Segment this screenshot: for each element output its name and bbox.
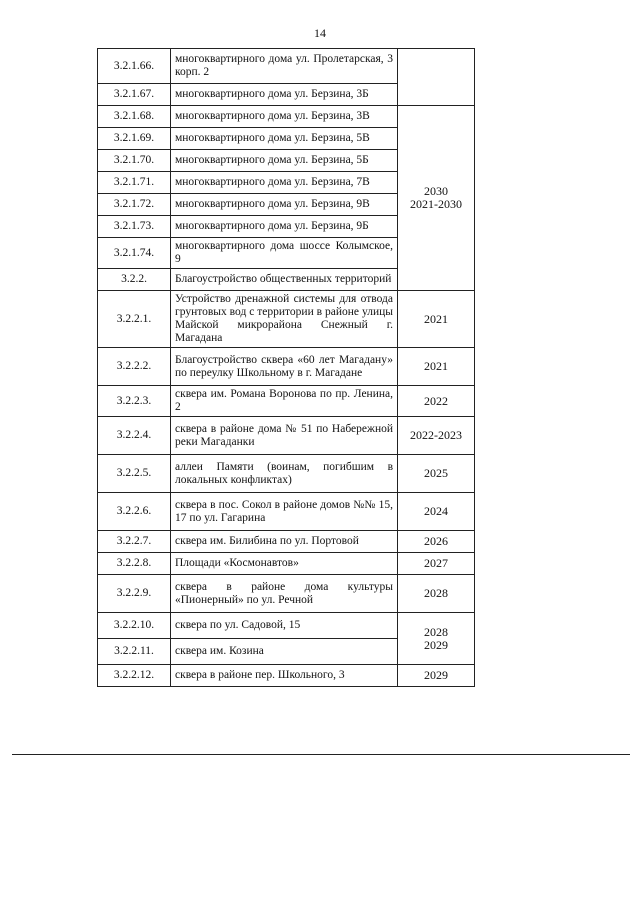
page-number: 14 (314, 26, 326, 40)
item-description: сквера по ул. Садовой, 15 (171, 613, 398, 639)
year-cell: 2021 (398, 291, 475, 348)
item-number: 3.2.1.68. (98, 106, 171, 128)
item-description: многоквартирного дома ул. Берзина, 7В (171, 172, 398, 194)
section-heading: Благоустройство общественных территорий (171, 269, 398, 291)
item-description: сквера в районе дома культуры «Пионерный» по ул. Речной (171, 575, 398, 613)
item-number: 3.2.1.70. (98, 150, 171, 172)
item-number: 3.2.2.2. (98, 348, 171, 386)
item-number: 3.2.1.71. (98, 172, 171, 194)
table-row (98, 493, 475, 531)
table-row (98, 455, 475, 493)
year-merged-cell (398, 106, 475, 291)
item-number: 3.2.2.10. (98, 613, 171, 639)
item-number: 3.2.2.7. (98, 531, 171, 553)
year-cell: 2027 (398, 553, 475, 575)
item-description: Площади «Космонавтов» (171, 553, 398, 575)
table-row (98, 291, 475, 348)
year-value: 2030 (424, 184, 448, 198)
year-cell: 2025 (398, 455, 475, 493)
table-row (98, 613, 475, 639)
item-number: 3.2.2.12. (98, 665, 171, 687)
item-number: 3.2.2. (98, 269, 171, 291)
item-description: сквера им. Билибина по ул. Портовой (171, 531, 398, 553)
activity-table (97, 48, 475, 687)
item-description: многоквартирного дома ул. Берзина, 3В (171, 106, 398, 128)
item-description: многоквартирного дома ул. Берзина, 3Б (171, 84, 398, 106)
item-description: сквера в районе дома № 51 по Набережной реки Магаданки (171, 417, 398, 455)
item-number: 3.2.1.73. (98, 216, 171, 238)
item-number: 3.2.1.72. (98, 194, 171, 216)
item-number: 3.2.2.9. (98, 575, 171, 613)
item-number: 3.2.2.5. (98, 455, 171, 493)
item-description: сквера в пос. Сокол в районе домов №№ 15, 17 по ул. Гагарина (171, 493, 398, 531)
year-cell: 2026 (398, 531, 475, 553)
item-description: многоквартирного дома ул. Берзина, 5Б (171, 150, 398, 172)
item-number: 3.2.2.8. (98, 553, 171, 575)
item-number: 3.2.2.3. (98, 386, 171, 417)
table-row (98, 553, 475, 575)
year-cell: 2024 (398, 493, 475, 531)
table-row (98, 575, 475, 613)
item-description: многоквартирного дома ул. Берзина, 9В (171, 194, 398, 216)
table-row (98, 386, 475, 417)
table-row (98, 531, 475, 553)
table-row (98, 106, 475, 128)
item-number: 3.2.1.74. (98, 238, 171, 269)
year-cell: 2029 (398, 665, 475, 687)
year-cell: 2021 (398, 348, 475, 386)
footer-divider (12, 754, 630, 755)
table-row (98, 49, 475, 84)
year-merged-cell (398, 613, 475, 665)
item-description: многоквартирного дома шоссе Колымское, 9 (171, 238, 398, 269)
item-description: многоквартирного дома ул. Берзина, 9Б (171, 216, 398, 238)
item-description: сквера им. Козина (171, 639, 398, 665)
year-cell: 2028 (398, 575, 475, 613)
item-description: Устройство дренажной системы для отвода грунтовых вод с территории в районе улицы Майской микрорайона Снежный г. Магадана (171, 291, 398, 348)
item-description: аллеи Памяти (воинам, погибшим в локальных конфликтах) (171, 455, 398, 493)
item-description: сквера в районе пер. Школьного, 3 (171, 665, 398, 687)
item-number: 3.2.2.6. (98, 493, 171, 531)
year-cell: 2022 (398, 386, 475, 417)
item-number: 3.2.1.67. (98, 84, 171, 106)
table-row (98, 665, 475, 687)
item-number: 3.2.2.4. (98, 417, 171, 455)
year-range: 2021-2030 (410, 197, 462, 211)
item-description: сквера им. Романа Воронова по пр. Ленина, 2 (171, 386, 398, 417)
item-number: 3.2.1.69. (98, 128, 171, 150)
item-description: многоквартирного дома ул. Берзина, 5В (171, 128, 398, 150)
item-description: многоквартирного дома ул. Пролетарская, 3 корп. 2 (171, 49, 398, 84)
item-number: 3.2.1.66. (98, 49, 171, 84)
table-row (98, 417, 475, 455)
year-cell-empty (398, 49, 475, 106)
item-number: 3.2.2.11. (98, 639, 171, 665)
item-description: Благоустройство сквера «60 лет Магадану» по переулку Школьному в г. Магадане (171, 348, 398, 386)
year-cell: 2022-2023 (398, 417, 475, 455)
table-row (98, 348, 475, 386)
year-value: 2029 (424, 637, 448, 652)
year-value: 2028 (424, 624, 448, 639)
item-number: 3.2.2.1. (98, 291, 171, 348)
